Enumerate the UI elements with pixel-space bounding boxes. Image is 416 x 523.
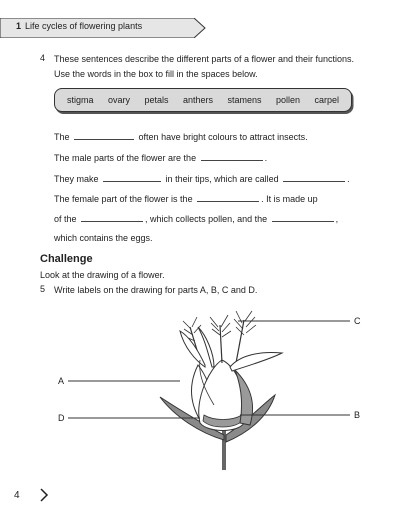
- blank-4[interactable]: [283, 172, 345, 182]
- page-number: 4: [14, 490, 20, 501]
- sentence-5-start: of the: [54, 214, 77, 224]
- question-5-text: Write labels on the drawing for parts A, B, C and D.: [54, 285, 258, 295]
- label-b: B: [354, 410, 361, 420]
- sentence-4-start: The female part of the flower is the: [54, 194, 193, 204]
- sentence-2-end: .: [264, 153, 268, 163]
- blank-6[interactable]: [81, 212, 143, 222]
- sentence-5: [54, 212, 338, 224]
- word-petals: petals: [144, 95, 169, 105]
- word-stigma: stigma: [67, 95, 94, 105]
- sentence-3: [54, 172, 350, 184]
- sentence-2: [54, 151, 267, 163]
- style: [220, 325, 222, 363]
- blank-5[interactable]: [197, 192, 259, 202]
- sentence-1-end: often have bright colours to attract insects.: [138, 132, 308, 142]
- word-pollen: pollen: [275, 95, 300, 105]
- challenge-intro: Look at the drawing of a flower.: [40, 270, 165, 280]
- sentence-4: [54, 192, 318, 204]
- sentence-1: [54, 130, 308, 142]
- sentence-3-start: They make: [54, 174, 99, 184]
- sentence-4-end: . It is made up: [261, 194, 318, 204]
- right-stigma-feathers: [234, 311, 256, 335]
- sentence-2-start: The male parts of the flower are the: [54, 153, 197, 163]
- word-stamens: stamens: [227, 95, 262, 105]
- chapter-title: [16, 21, 142, 31]
- word-carpel: carpel: [314, 95, 339, 105]
- question-4-line-1: These sentences describe the different parts of a flower and their functions.: [54, 54, 355, 64]
- label-c: C: [354, 316, 361, 326]
- chapter-number: 1: [16, 21, 22, 31]
- label-a: A: [58, 376, 65, 386]
- blank-7[interactable]: [272, 212, 334, 222]
- question-4-number: 4: [40, 53, 46, 63]
- flower-diagram: [0, 305, 416, 495]
- sentence-3-end: .: [347, 174, 350, 184]
- sentence-5-middle: , which collects pollen, and the: [145, 214, 268, 224]
- blank-1[interactable]: [74, 130, 134, 140]
- sentence-6: which contains the eggs.: [54, 233, 153, 243]
- label-d: D: [58, 413, 65, 423]
- chapter-title-text: Life cycles of flowering plants: [25, 21, 143, 31]
- right-stigma-stalk: [236, 320, 244, 363]
- word-anthers: anthers: [182, 95, 213, 105]
- chevron-right-icon[interactable]: [38, 487, 50, 503]
- question-4-line-2: Use the words in the box to fill in the spaces below.: [54, 69, 258, 79]
- sentence-3-middle: in their tips, which are called: [165, 174, 279, 184]
- sentence-5-end: ,: [335, 214, 339, 224]
- chapter-header-tab: [0, 18, 206, 38]
- word-box: [54, 88, 352, 112]
- word-ovary: ovary: [107, 95, 130, 105]
- blank-2[interactable]: [201, 151, 263, 161]
- question-5-number: 5: [40, 284, 46, 294]
- challenge-heading: Challenge: [40, 253, 93, 265]
- sentence-1-start: The: [54, 132, 70, 142]
- blank-3[interactable]: [103, 172, 161, 182]
